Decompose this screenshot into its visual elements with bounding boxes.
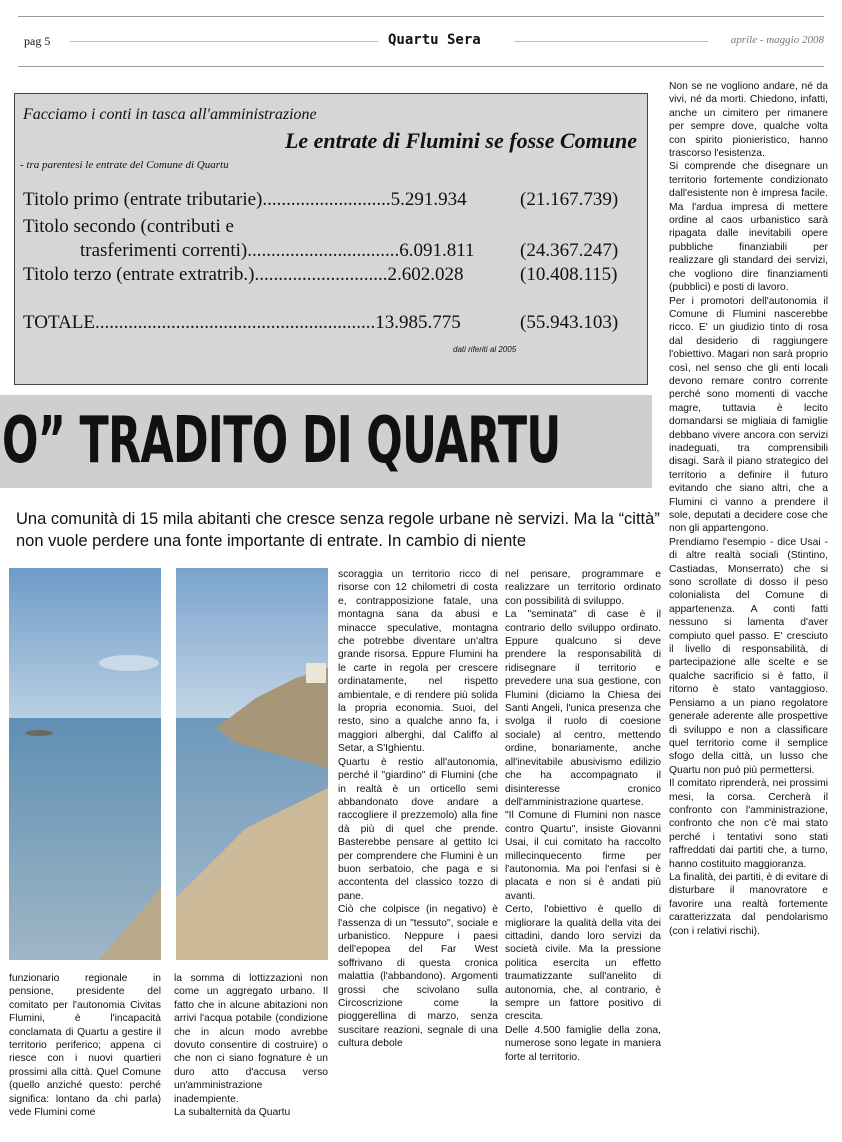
row-quartu-value: (24.367.247) (520, 240, 619, 261)
box-title: Le entrate di Flumini se fosse Comune (284, 128, 637, 153)
revenue-box (14, 93, 648, 385)
column-text: nel pensare, programmare e realizzare un territorio ordinato con possibilità di sviluppo. La "seminata" di case è il contrario dello sviluppo ordinato. Eppure qualcuno si deve prendere la responsabilità di ridisegnare il territorio e prevedere una sua gestione, con Flumini (diciamo la Chiesa dei Santi Angeli, l'unica presenza che svolga il ruolo di coesione sociale) al centro, mettendo ordine, bonariamente, anche all'inevitabile abusivismo edilizio che ha accompagnato il disinteresse cronico dell'amministrazione quartese. "Il Comune di Flumini non nasce contro Quartu", insiste Giovanni Usai, il cui comitato ha raccolto millecinquecento firme per l'autonomia. Ma poi l'enfasi si è placata e non si è andati più avanti. Certo, l'obiettivo è quello di migliorare la qualità della vita dei cittadini, dando loro servizi da società civile. Ma la pressione politica esercita un effetto traumatizzante sull'anelito di autonomia, che, al contrario, è sempre un fattore positivo di crescita. Delle 4.500 famiglie della zona, numerose sono legate in maniera forte al territorio. (505, 569, 661, 1063)
subheadline: Una comunità di 15 mila abitanti che cresce senza regole urbane nè servizi. Ma la “città” non vuole perdere una fonte importante di entrate. In cambio di niente (16, 510, 660, 550)
headline: O” TRADITO DI QUARTU (2, 404, 561, 478)
header-rule-right (514, 41, 708, 42)
row-quartu-value: (55.943.103) (520, 312, 619, 333)
revenue-total-row (23, 312, 619, 334)
masthead: Quartu Sera (388, 32, 481, 48)
column-text: Non se ne vogliono andare, né da vivi, né da morti. Chiedono, infatti, anche un cimitero per rimanere per sempre dove, qualche volta con spirito pionieristico, hanno trascorso l'esistenza. Si comprende che disegnare un territorio fortemente condizionato dall'esistente non è impresa facile. Ma l'ardua impresa di mettere ordine al caos urbanistico sarà ripagata dalle inevitabili opere pubbliche finanziabili per realizzare gli standard dei servizi, che vogliono dire finanziamenti (pubblici) e posti di lavoro. Per i promotori dell'autonomia il Comune di Flumini nascerebbe ricco. E' un giudizio tinto di rosa dal desiderio di raggiungere l'obiettivo. Magari non sarà proprio così, nel senso che gli enti locali devono remare contro corrente perché sono momenti di vacche magre, tuttavia è lecito domandarsi se migliaia di famiglie debbano vivere ancora con servizi inadeguati, tra comprensibili disagi. Sarà il piano strategico del territorio a definire il futuro evitando che siano altri, che a Flumini ci vanno a prendere il sole, deputati a decidere cose che non gli appartengono. Prendiamo l'esempio - dice Usai - di altre realtà sociali (Stintino, Castiadas, Monserrato) che si sono scrollate di dosso il peso colonialista del Comune di appartenenza. A conti fatti nessuno si lamenta d'aver compiuto quel passo. E' cresciuto il livello di responsabilità, di partecipazione alle scelte e se qualche sacrificio si è fatto, il ritorno è stato vantaggioso. Pensiamo a un piano regolatore generale aderente alle prospettive di sviluppo e non a classificare quel territorio come il semplice sfogo della città, un lusso che Quartu non può più permettersi. Il comitato riprenderà, nei prossimi mesi, la corsa. Cercherà il confronto con l'amministrazione, confronto che non c'è mai stato perché i tentativi sono stati raffreddati dai partiti che, a turno, hanno costituito maggioranza. La finalità, dei partiti, è di evitare di disturbare il manovratore e favorire una realtà fortemente caratterizzata dal pendolarismo (con i relativi rischi). (669, 81, 828, 937)
article-column-4 (505, 568, 661, 1064)
row-label: Titolo terzo (entrate extratrib.)............................2.602.028 (23, 264, 464, 285)
page-header (18, 28, 824, 58)
row-quartu-value: (21.167.739) (520, 189, 619, 210)
beach-photo-left (9, 568, 161, 960)
box-kicker: Facciamo i conti in tasca all'amministrazione (23, 106, 317, 123)
row-label: trasferimenti correnti)................................6.091.811 (23, 240, 475, 261)
row-quartu-value: (10.408.115) (520, 264, 618, 285)
revenue-row (23, 240, 619, 262)
headline-band (0, 395, 652, 488)
row-label: Titolo secondo (contributi e (23, 216, 234, 237)
article-column-5 (669, 80, 828, 938)
row-label: TOTALE...........................................................13.985.775 (23, 312, 461, 333)
header-bottom-rule (18, 66, 824, 67)
issue-date: aprile - maggio 2008 (730, 34, 824, 46)
row-label: Titolo primo (entrate tributarie)...........................5.291.934 (23, 189, 467, 210)
header-top-rule (18, 16, 824, 17)
article-column-2 (174, 972, 328, 1119)
column-text: funzionario regionale in pensione, presidente del comitato per l'autonomia Civitas Flumini, è l'incapacità conclamata di Quartu a gestire il territorio periferico; appena ci riesce con i nuovi quartieri prossimi alla città. Quel Comune (quello anziché questo: perché significa: lontano da chi parla) vede Flumini come (9, 973, 161, 1119)
box-subtitle: - tra parentesi le entrate del Comune di Quartu (20, 159, 229, 171)
article-column-3 (338, 568, 498, 1051)
page-number: pag 5 (24, 34, 51, 48)
beach-photo-right (176, 568, 328, 960)
article-column-1 (9, 972, 161, 1119)
column-text: la somma di lottizzazioni non come un aggregato urbano. Il fatto che in alcune abitazioni non arrivi l'acqua potabile (condizione che in alcun modo avrebbe dovuto consentire di costruire) o che non ci siano fognature è un duro atto d'accusa verso un'amministrazione inadempiente. La subalternità da Quartu (174, 973, 328, 1119)
revenue-row (23, 264, 618, 286)
revenue-row (23, 216, 234, 238)
header-rule-left (70, 41, 378, 42)
column-text: scoraggia un territorio ricco di risorse con 12 chilometri di costa e, contrapposizione fatale, una montagna sana da abusi e minacce speculative, montagna che potrebbe diventare un'altra grande risorsa. Eppure Flumini ha le carte in regola per crescere ordinatamente, nel rispetto ambientale, e di rendere più solida la propria economia. Suoi, del resto, sino a qualche anno fa, i maggiori alberghi, dal Califfo al Setar, a S'Ighientu. Quartu è restio all'autonomia, perché il "giardino" di Flumini (che in realtà è un orticello semi abbandonato dove andare a raccogliere il prezzemolo) alla fine dà più di quel che prende. Basterebbe pensare al gettito Ici per comprendere che Flumini è un buon serbatoio, che paga e si accontenta del classico tozzo di pane. Ciò che colpisce (in negativo) è l'assenza di un "tessuto", sociale e urbanistico. Neppure i paesi dell'epopea del Far West soffrivano di questa cronica malattia (l'abbandono). Argomenti grossi che scivolano sulla Circoscrizione come la pioggerellina di marzo, senza suscitare reazioni, segnale di una cultura debole (338, 569, 498, 1050)
revenue-row (23, 189, 619, 211)
data-source-note: dati riferiti al 2005 (453, 345, 517, 354)
